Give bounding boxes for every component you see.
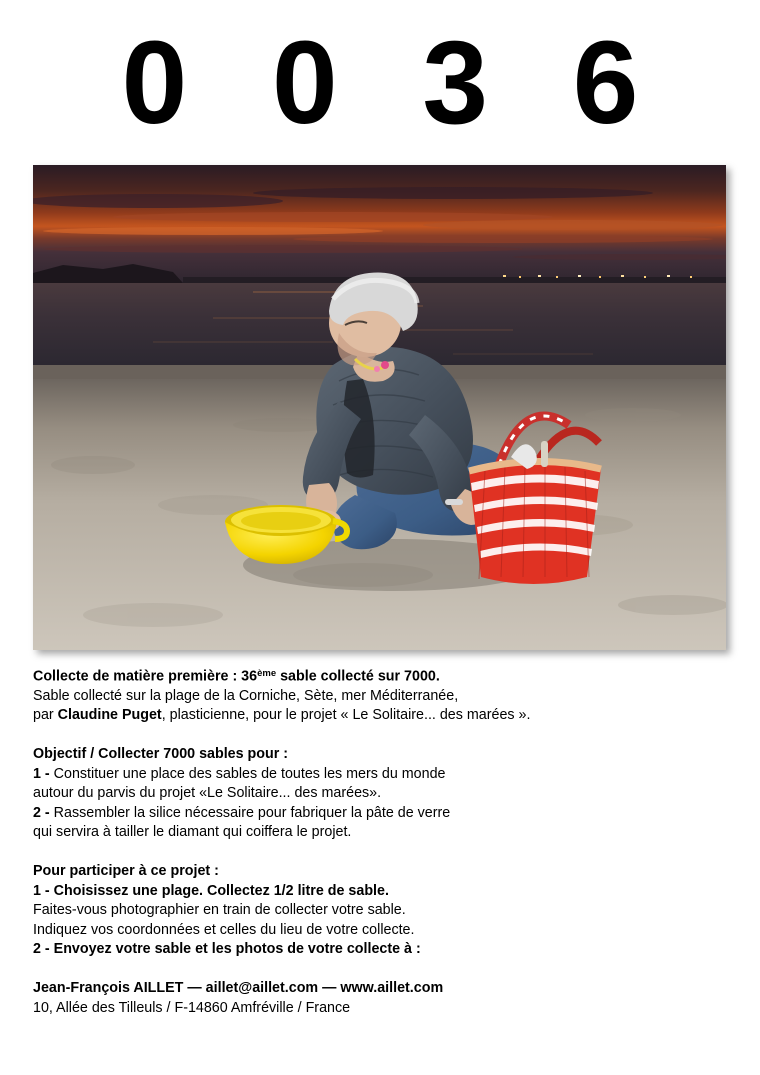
beach-sand-collection-photo bbox=[33, 165, 726, 650]
artist-name: Claudine Puget bbox=[57, 707, 162, 724]
poster-number: 0 0 3 6 bbox=[121, 17, 665, 149]
participate-title: Pour participer à ce projet : bbox=[33, 863, 219, 880]
objective-item-2-number: 2 - bbox=[33, 804, 54, 821]
objective-title: Objectif / Collecter 7000 sables pour : bbox=[33, 746, 289, 763]
objective-item-2 bbox=[33, 804, 733, 824]
caption-line-3 bbox=[33, 706, 733, 726]
participate-step-1: 1 - Choisissez une plage. Collectez 1/2 litre de sable. bbox=[33, 882, 389, 899]
objective-item-1 bbox=[33, 765, 733, 785]
contact-name: Jean-François AILLET bbox=[33, 979, 184, 996]
caption-line-1-a: Collecte de matière première : 36 bbox=[33, 668, 258, 685]
objective-item-2-text: Rassembler la silice nécessaire pour fabriquer la pâte de verre bbox=[53, 804, 451, 821]
contact-website[interactable]: www.aillet.com bbox=[340, 979, 444, 996]
far-shore bbox=[183, 277, 726, 284]
poster-text bbox=[33, 664, 733, 1018]
contact-separator-1: — bbox=[183, 979, 206, 996]
spacer-3 bbox=[33, 960, 733, 979]
participate-step-2: 2 - Envoyez votre sable et les photos de votre collecte à : bbox=[33, 941, 421, 958]
objective-item-1-text: Constituer une place des sables de toutes les mers du monde bbox=[53, 765, 446, 782]
caption-line-1-b: sable collecté sur 7000. bbox=[276, 668, 440, 685]
contact-line bbox=[33, 979, 733, 999]
contact-email[interactable]: aillet@aillet.com bbox=[205, 979, 319, 996]
contact-separator-2: — bbox=[318, 979, 341, 996]
objective-item-2-continued: qui servira à tailler le diamant qui coiffera le projet. bbox=[33, 824, 352, 841]
photo-illustration bbox=[33, 165, 726, 650]
contact-address: 10, Allée des Tilleuls / F-14860 Amfréville / France bbox=[33, 999, 351, 1016]
caption-ordinal: ème bbox=[257, 668, 277, 679]
caption-line-1 bbox=[33, 664, 733, 687]
objective-item-1-continued: autour du parvis du projet «Le Solitaire... des marées». bbox=[33, 785, 382, 802]
spacer-1 bbox=[33, 726, 733, 745]
participate-line-a: Faites-vous photographier en train de collecter votre sable. bbox=[33, 902, 406, 919]
spacer-2 bbox=[33, 843, 733, 862]
caption-line-3-b: , plasticienne, pour le projet « Le Solitaire... des marées ». bbox=[161, 707, 531, 724]
participate-line-b: Indiquez vos coordonnées et celles du lieu de votre collecte. bbox=[33, 921, 415, 938]
caption-line-2: Sable collecté sur la plage de la Corniche, Sète, mer Méditerranée, bbox=[33, 687, 459, 704]
objective-item-1-number: 1 - bbox=[33, 765, 54, 782]
caption-line-3-a: par bbox=[33, 707, 58, 724]
